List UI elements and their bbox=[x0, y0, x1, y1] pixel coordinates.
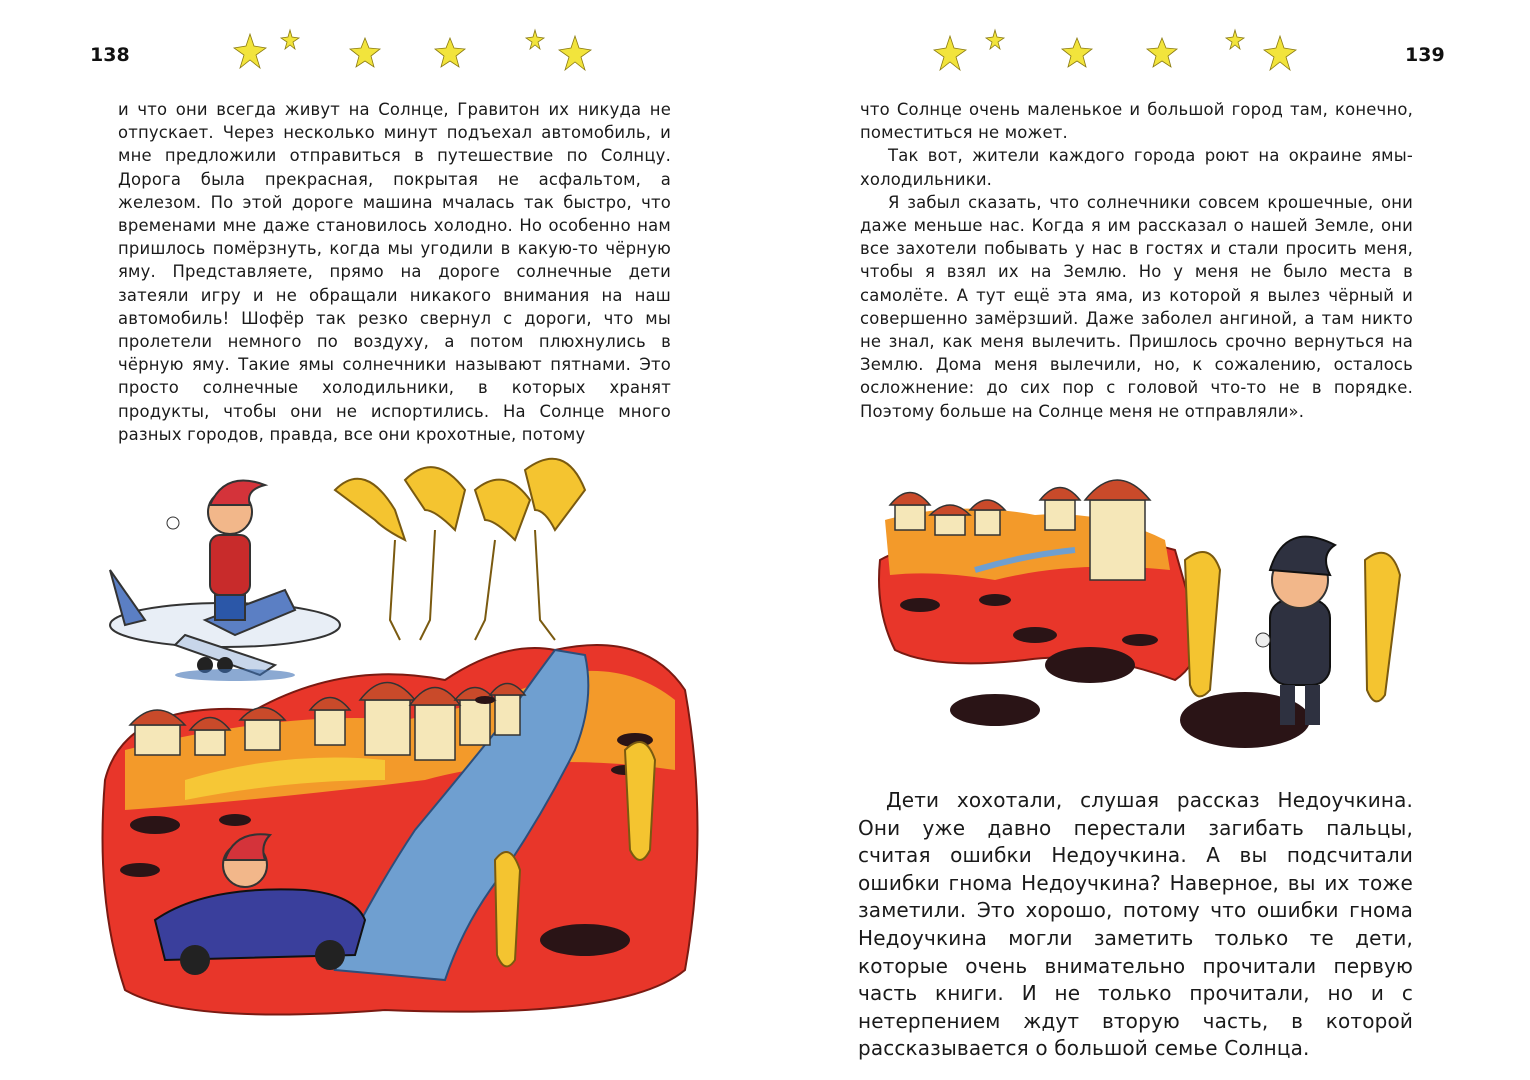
illustration-gnome-by-holes bbox=[875, 460, 1430, 760]
star-icon bbox=[559, 36, 591, 70]
star-icon bbox=[526, 30, 544, 49]
star-icon bbox=[1226, 30, 1244, 49]
trumpet-characters-illustration bbox=[335, 459, 585, 640]
left-page-text bbox=[118, 98, 671, 446]
decorative-stars-right bbox=[930, 28, 1310, 78]
star-icon bbox=[234, 34, 266, 68]
page-number-right: 139 bbox=[1405, 44, 1445, 66]
star-icon bbox=[435, 38, 465, 67]
paragraph: Я забыл сказать, что солнечники совсем крошечные, они даже меньше нас. Когда я им рассказал о нашей Земле, они все захотели побывать у нас в гостях и стали просить меня, чтобы я взял их на Землю. Но у меня не было места в самолёте. А тут ещё эта яма, из которой я вылез чёрный и совершенно замёрзший. Даже заболел ангиной, а там никто не знал, как меня вылечить. Пришлось срочно вернуться на Землю. Дома меня вылечили, но, к сожалению, осталось осложнение: до сих пор с головой что-то не в порядке. Поэтому больше на Солнце меня не отправляли». bbox=[860, 192, 1413, 421]
star-icon bbox=[1147, 38, 1177, 67]
star-icon bbox=[1062, 38, 1092, 67]
star-icon bbox=[934, 36, 966, 70]
closing-paragraph bbox=[858, 787, 1413, 1063]
right-page-text bbox=[860, 98, 1413, 423]
star-icon bbox=[986, 30, 1004, 49]
paragraph: что Солнце очень маленькое и большой город там, конечно, поместиться не может. bbox=[860, 100, 1413, 143]
illustration-sun-journey bbox=[85, 450, 715, 1030]
star-icon bbox=[1264, 36, 1296, 70]
page-number-left: 138 bbox=[90, 44, 130, 66]
airplane-illustration bbox=[110, 481, 340, 682]
sun-city-landscape-illustration bbox=[103, 645, 698, 1015]
paragraph: Так вот, жители каждого города роют на окраине ямы-холодильники. bbox=[860, 146, 1413, 189]
paragraph: и что они всегда живут на Солнце, Гравитон их никуда не отпускает. Через несколько минут подъехал автомобиль, и мне предложили отправиться в путешествие по Солнцу. Дорога была прекрасная, покрытая не асфальтом, а железом. По этой дороге машина мчалась так быстро, что временами мне даже становилось холодно. Но особенно нам пришлось помёрзнуть, когда мы угодили в какую-то чёрную яму. Представляете, прямо на дороге солнечные дети затеяли игру и не обращали никакого внимания на наш автомобиль! Шофёр так резко свернул с дороги, что мы пролетели немного по воздуху, а потом плюхнулись в чёрную яму. Такие ямы солнечники называют пятнами. Это просто солнечные холодильники, в которых хранят продукты, чтобы они не испортились. На Солнце много разных городов, правда, все они крохотные, потому bbox=[118, 100, 671, 444]
paragraph: Дети хохотали, слушая рассказ Недоучкина. Они уже давно перестали загибать пальцы, считая ошибки Недоучкина. А вы подсчитали ошибки гнома Недоучкина? Наверное, вы их тоже заметили. Это хорошо, потому что ошибки гнома Недоучкина могли заметить только те дети, которые очень внимательно прочитали первую часть книги. И не только прочитали, но и с нетерпением ждут вторую часть, в которой рассказывается о большой семье Солнца. bbox=[858, 788, 1413, 1061]
decorative-stars-left bbox=[220, 28, 610, 78]
star-icon bbox=[281, 30, 299, 49]
star-icon bbox=[350, 38, 380, 67]
